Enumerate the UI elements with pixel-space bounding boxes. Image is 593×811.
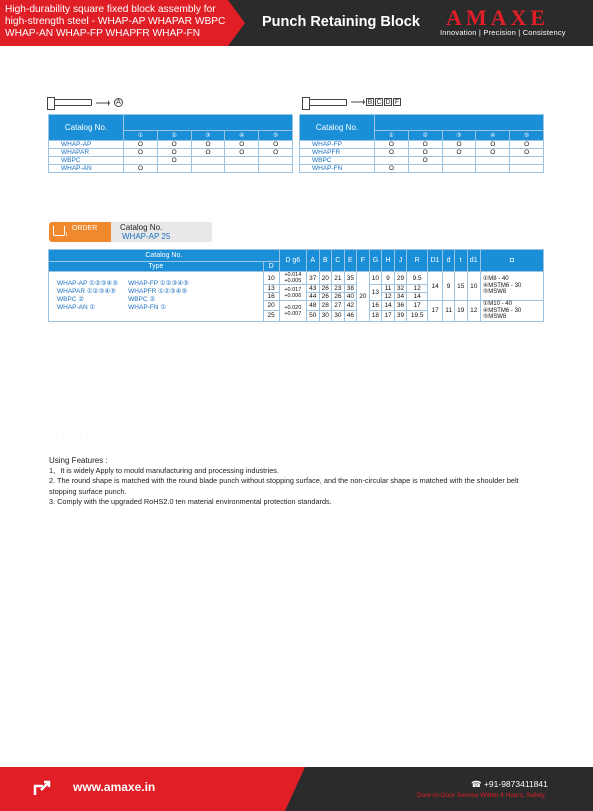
dimension-header: D1 (428, 250, 443, 272)
shape-labels (369, 98, 401, 106)
dim-b: 20 (319, 272, 332, 285)
tolerance (279, 301, 306, 322)
availability-mark: O (124, 149, 158, 157)
col-header: ③ (442, 130, 476, 140)
availability-mark: O (375, 165, 409, 173)
type-item: WHAP-AP ①②③④⑤ (57, 280, 119, 288)
tolerance-upper: +0.020 (284, 304, 302, 311)
shape-label: D (385, 98, 391, 106)
punch-icon (52, 99, 92, 106)
catalog-name: WHAPFR (300, 149, 375, 157)
availability-mark: O (442, 141, 476, 149)
d-value: 13 (263, 285, 279, 293)
screw-spec: ④MSTM6 - 30 (482, 307, 522, 314)
tolerance-upper: +0.014 (284, 272, 302, 278)
dim-d1: 17 (428, 301, 443, 322)
punch-diagram-right (307, 98, 401, 106)
dim-r: 12 (407, 285, 428, 293)
catalog-name: WHAP-FP (300, 141, 375, 149)
availability-mark: O (442, 149, 476, 157)
table-row (49, 157, 293, 165)
dim-j: 39 (394, 311, 407, 321)
col-header: ⑤ (510, 130, 544, 140)
dim-e: 46 (344, 311, 357, 321)
col-header: ① (124, 130, 158, 140)
dim-g: 10 (369, 272, 382, 285)
dim-h: 14 (382, 301, 395, 311)
order-tag (49, 222, 111, 242)
dim-b: 30 (319, 311, 332, 321)
dim-h: 17 (382, 311, 395, 321)
table-row (49, 272, 544, 285)
availability-mark (191, 157, 225, 165)
shape-label: F (394, 98, 400, 106)
screw-spec: ⑤MSW8 (482, 289, 507, 296)
dimension-header: t (454, 250, 467, 272)
col-header: ④ (225, 130, 259, 140)
order-label: ORDER (72, 225, 98, 232)
dim-j: 36 (394, 301, 407, 311)
order-catalog-value: WHAP-AP 25 (122, 232, 171, 241)
screw-note (480, 301, 543, 322)
availability-mark: O (124, 165, 158, 173)
dim-e: 38 (344, 285, 357, 293)
availability-mark: O (157, 157, 191, 165)
dim-h: 11 (382, 285, 395, 293)
dim-h: 9 (382, 272, 395, 285)
availability-mark: O (408, 149, 442, 157)
availability-mark: O (510, 141, 544, 149)
availability-mark: O (259, 141, 293, 149)
tolerance (279, 285, 306, 301)
availability-mark (157, 165, 191, 173)
availability-mark: O (191, 149, 225, 157)
screw-spec: ⑤MSW8 (482, 314, 507, 320)
table-row (300, 141, 544, 149)
catalog-name: WHAPAR (49, 149, 124, 157)
right-shape-table (299, 114, 544, 173)
table-row (300, 165, 544, 173)
arrow-icon (351, 98, 365, 106)
dimension-header: d (443, 250, 455, 272)
dim-e: 35 (344, 272, 357, 285)
dim-a: 37 (307, 272, 320, 285)
tolerance-lower: +0.005 (284, 278, 302, 284)
dim-a: 43 (307, 285, 320, 293)
col-header: ② (157, 130, 191, 140)
tolerance-lower: +0.006 (284, 292, 302, 299)
col-header: ⑤ (259, 130, 293, 140)
phone-number-text: +91-9873411841 (483, 779, 548, 789)
d-value: 10 (263, 272, 279, 285)
dim-h: 12 (382, 293, 395, 301)
availability-mark: O (259, 149, 293, 157)
shape-label: A (114, 98, 123, 107)
table-row (49, 141, 293, 149)
brand-logo: AMAXE (446, 5, 550, 30)
table-row (49, 165, 293, 173)
availability-mark: O (375, 149, 409, 157)
d-value: 20 (263, 301, 279, 311)
dimension-header: F (357, 250, 370, 272)
dim-j: 34 (394, 293, 407, 301)
type-item: WHAP-FN ① (128, 304, 167, 312)
punch-diagram-left (52, 98, 123, 107)
type-list (49, 272, 264, 322)
dimension-header: B (319, 250, 332, 272)
page-title: Punch Retaining Block (262, 14, 420, 30)
table-row (49, 149, 293, 157)
availability-mark (225, 165, 259, 173)
catalog-name: WBPC (49, 157, 124, 165)
dimension-header: R (407, 250, 428, 272)
features-title: Using Features : (49, 456, 108, 465)
share-arrow-icon (33, 779, 55, 797)
availability-mark (442, 165, 476, 173)
feature-item: 2. The round shape is matched with the round blade punch without stopping surface, and the non-circular shape is matched with the shoulder belt stopping surface punch. (49, 476, 519, 496)
type-item: WHAPAR ①②③④⑤ (57, 288, 116, 296)
table-row (300, 157, 544, 165)
phone-icon: ☎ (471, 779, 484, 789)
screw-note (480, 272, 543, 301)
dim-f: 20 (357, 272, 370, 322)
dimension-header: A (307, 250, 320, 272)
dim-c: 27 (332, 301, 345, 311)
dim-b: 26 (319, 285, 332, 293)
dimension-table (48, 249, 544, 322)
type-item: WHAP-AN ① (57, 304, 96, 312)
dimension-header: J (394, 250, 407, 272)
dim-c: 21 (332, 272, 345, 285)
dim-t: 19 (454, 301, 467, 322)
dimension-header: ◘ (480, 250, 543, 272)
col-header: ④ (476, 130, 510, 140)
tolerance-upper: +0.017 (284, 286, 302, 293)
service-note: Door-to-Door Service Within 4 Hours, Safety (417, 792, 545, 799)
availability-mark: O (225, 141, 259, 149)
brand-tagline: Innovation | Precision | Consistency (440, 28, 566, 37)
dim-g: 18 (369, 311, 382, 321)
dimension-header: H (382, 250, 395, 272)
dimension-header: G (369, 250, 382, 272)
dim-g: 13 (369, 285, 382, 301)
availability-mark: O (476, 149, 510, 157)
dim-r: 9.5 (407, 272, 428, 285)
dim-d: 11 (443, 301, 455, 322)
dim-r: 17 (407, 301, 428, 311)
dim-j: 32 (394, 285, 407, 293)
availability-mark: O (408, 157, 442, 165)
availability-mark (510, 157, 544, 165)
faint-watermark-text: · · · · · · · · · (49, 431, 103, 438)
availability-mark (476, 157, 510, 165)
dim-a: 50 (307, 311, 320, 321)
order-catalog-label: Catalog No. (120, 223, 163, 232)
dim-r: 19.5 (407, 311, 428, 321)
dim-r: 14 (407, 293, 428, 301)
availability-mark: O (124, 141, 158, 149)
dim-a: 44 (307, 293, 320, 301)
dimension-header: d1 (467, 250, 480, 272)
website-link[interactable]: www.amaxe.in (73, 780, 156, 794)
screw-spec: ①M10 - 40 (482, 301, 512, 307)
dim-e: 42 (344, 301, 357, 311)
screw-spec: ①M8 - 40 (482, 276, 509, 283)
col-header: ② (408, 130, 442, 140)
type-header: Type (49, 262, 264, 272)
screw-spec: ④MSTM6 - 30 (482, 282, 522, 289)
catalog-header: Catalog No. (49, 250, 280, 262)
catalog-name: WBPC (300, 157, 375, 165)
availability-mark (225, 157, 259, 165)
availability-mark: O (157, 141, 191, 149)
catalog-header: Catalog No. (49, 115, 124, 141)
feature-item: 1、It is widely Apply to mould manufacturing and processing industries. (49, 466, 279, 475)
arrow-icon (96, 99, 110, 107)
punch-icon (307, 99, 347, 106)
dim-c: 23 (332, 285, 345, 293)
col-header: ③ (191, 130, 225, 140)
availability-mark (408, 165, 442, 173)
dimension-header: C (332, 250, 345, 272)
availability-mark (442, 157, 476, 165)
dim-c: 26 (332, 293, 345, 301)
availability-mark: O (375, 141, 409, 149)
d-header: D (263, 262, 279, 272)
type-item: WBPC ② (57, 296, 85, 304)
availability-mark: O (191, 141, 225, 149)
d-value: 16 (263, 293, 279, 301)
catalog-name: WHAP-FN (300, 165, 375, 173)
dim-d1: 12 (467, 301, 480, 322)
dim-t: 15 (454, 272, 467, 301)
catalog-name: WHAP-AP (49, 141, 124, 149)
availability-mark (375, 157, 409, 165)
availability-mark (259, 157, 293, 165)
dimension-header: D g6 (279, 250, 306, 272)
phone-number (471, 779, 548, 790)
header-subtitle: High-durability square fixed block assembly for high-strength steel - WHAP-AP WHAPAR WBPC WHAP-AN WHAP-FP WHAPFR WHAP-FN (5, 4, 226, 39)
availability-mark: O (157, 149, 191, 157)
availability-mark: O (510, 149, 544, 157)
shape-label: B (367, 98, 373, 106)
availability-mark: O (476, 141, 510, 149)
shape-label: C (376, 98, 382, 106)
availability-mark (510, 165, 544, 173)
availability-mark (476, 165, 510, 173)
dim-d1: 14 (428, 272, 443, 301)
dim-c: 30 (332, 311, 345, 321)
d-value: 25 (263, 311, 279, 321)
order-tag-number: 1 (65, 232, 68, 238)
left-shape-table (48, 114, 293, 173)
dim-b: 26 (319, 293, 332, 301)
availability-mark (259, 165, 293, 173)
dim-a: 48 (307, 301, 320, 311)
tolerance-lower: +0.007 (284, 310, 302, 317)
tolerance (279, 272, 306, 285)
col-header: ① (375, 130, 409, 140)
type-item: WHAP-FP ①②③④⑤ (128, 280, 189, 288)
dim-d1: 10 (467, 272, 480, 301)
type-item: WHAPFR ①②③④⑤ (128, 288, 188, 296)
dim-b: 28 (319, 301, 332, 311)
feature-item: 3. Comply with the upgraded RoHS2.0 ten material environmental protection standards. (49, 497, 332, 506)
table-row (300, 149, 544, 157)
availability-mark: O (225, 149, 259, 157)
dim-d: 9 (443, 272, 455, 301)
availability-mark: O (408, 141, 442, 149)
catalog-header: Catalog No. (300, 115, 375, 141)
dim-e: 40 (344, 293, 357, 301)
dimension-header: E (344, 250, 357, 272)
availability-mark (124, 157, 158, 165)
dim-j: 29 (394, 272, 407, 285)
type-item: WBPC ② (128, 296, 156, 304)
catalog-name: WHAP-AN (49, 165, 124, 173)
availability-mark (191, 165, 225, 173)
dim-g: 16 (369, 301, 382, 311)
cart-icon (53, 226, 65, 236)
